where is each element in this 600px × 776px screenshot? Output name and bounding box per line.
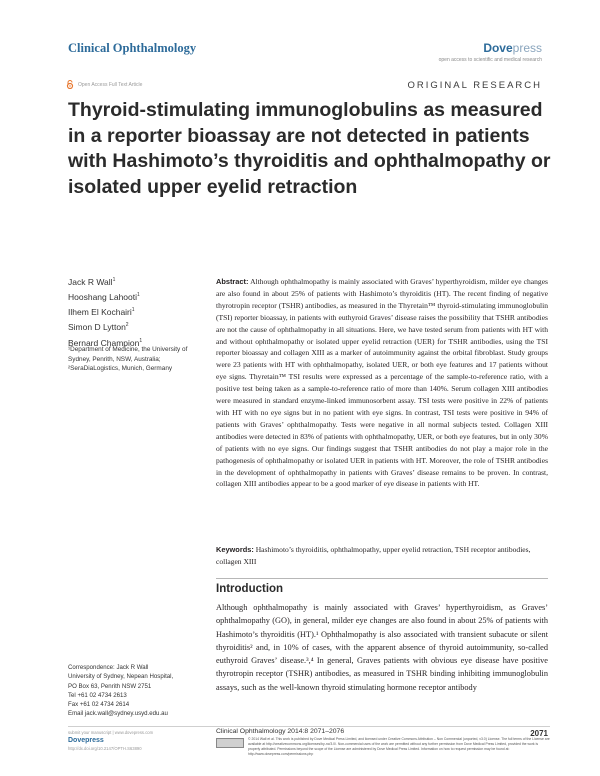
abstract-divider — [216, 578, 548, 579]
journal-citation: Clinical Ophthalmology 2014:8 2071–2076 — [216, 728, 345, 735]
creative-commons-icon[interactable] — [216, 738, 244, 748]
affiliations: ¹Department of Medicine, the University of Sydney, Penrith, NSW, Australia; ²SeraDiaLogistics, Munich, Germany — [68, 346, 188, 373]
dovepress-logo[interactable] — [483, 41, 542, 55]
correspondence-line: University of Sydney, Nepean Hospital, — [68, 673, 174, 681]
keywords-label: Keywords: — [216, 545, 254, 554]
doi-link[interactable]: http://dx.doi.org/10.2147/OPTH.S63890 — [68, 746, 142, 751]
brand-light: press — [512, 41, 542, 55]
introduction-heading: Introduction — [216, 583, 284, 595]
brand-bold: Dove — [483, 41, 513, 55]
footer-dovepress-logo[interactable]: Dovepress — [68, 737, 104, 744]
correspondence-line: Tel +61 02 4734 2613 — [68, 691, 127, 699]
article-type: ORIGINAL RESEARCH — [407, 80, 542, 91]
correspondence-line: Correspondence: Jack R Wall — [68, 664, 149, 671]
author: Ilhem El Kochairi$^1$ — [68, 307, 135, 318]
author: Bernard Champion$^1$ — [68, 337, 143, 348]
article-title: Thyroid-stimulating immunoglobulins as measured in a reporter bioassay are not detected in patients with Hashimoto’s thyroiditis and ophthalmopathy or isolated upper eyelid retraction — [68, 99, 551, 198]
correspondence — [68, 663, 208, 719]
page-number: 2071 — [530, 729, 548, 738]
open-access-label — [66, 80, 142, 89]
open-access-text: Open Access Full Text Article — [78, 81, 143, 88]
correspondence-email[interactable]: Email jack.wall@sydney.usyd.edu.au — [68, 710, 168, 718]
author: Simon D Lytton$^2$ — [68, 322, 129, 333]
license-text: © 2014 Wall et al. This work is published by Dove Medical Press Limited, and licensed under Creative Commons Attribution – Non Commercial (unported, v3.0) License. The full terms of the License are available at http://creativecommons.org/licenses/by-nc/3.0/. Non-commercial uses of the work are permitted without any further permission from Dove Medical Press Limited, provided the work is properly attributed. Permissions beyond the scope of the License are administered by Dove Medical Press Limited. Information on how to request permission may be found at: http://www.dovepress.com/permissions.php — [248, 737, 550, 756]
correspondence-line: Fax +61 02 4734 2614 — [68, 701, 130, 709]
submit-manuscript-link[interactable]: submit your manuscript | www.dovepress.com — [68, 730, 154, 735]
author: Hooshang Lahooti$^1$ — [68, 291, 140, 302]
footer-divider — [68, 726, 550, 727]
abstract — [216, 276, 548, 490]
introduction-text: Although ophthalmopathy is mainly associated with Graves’ hyperthyroidism, as Graves’ ophthalmopathy (GO), in general, milder eye changes are also found in about 25% of patients with Hashimoto’s thyroiditis (HT).¹ Ophthalmopathy is also associated with transient subacute or silent thyroiditis² and, in 10% of cases, with the apparent absence of thyroid autoimmunity, so-called euthyroid Graves’ disease.³,⁴ In general, Graves patients with obvious eye disease have positive thyrotropin receptor (TSHR) antibodies, as measured in TSHR binding inhibiting immunoglobulin assays, such as the well-known thyroid stimulating hormone receptor antibody — [216, 603, 548, 692]
publisher-tagline: open access to scientific and medical research — [438, 57, 542, 63]
keywords-text: Hashimoto’s thyroiditis, ophthalmopathy, upper eyelid retraction, TSH receptor antibodies, collagen XIII — [216, 545, 531, 566]
correspondence-line: PO Box 63, Penrith NSW 2751 — [68, 682, 152, 690]
author: Jack R Wall$^1$ — [68, 276, 116, 287]
author-list — [68, 274, 142, 350]
abstract-text: Although ophthalmopathy is mainly associated with Graves’ hyperthyroidism, milder eye changes are also found in about 25% of patients with Hashimoto’s thyroiditis (HT). The recent finding of negative thyrotropin receptor (TSHR) antibodies, as measured in the Thyretain™ thyroid-stimulating immunoglobulin (TSI) reporter bioassay, in patients with euthyroid Graves’ disease raises the possibility that TSHR antibodies are not the cause of ophthalmopathy in all situations. Here, we have tested serum from patients with HT with and without ophthalmopathy or isolated upper eyelid retraction (UER) for TSHR antibodies, using the TSI reporter bioassay and collagen XIII as a marker of autoimmunity against the orbital fibroblast. Study groups were 23 patients with HT with ophthalmopathy, isolated UER, or both eye features and 17 patients without eye signs. Thyretain™ TSI results were expressed as a percentage of the sample-to-reference ratio, with a positive test being taken as a sample-to-reference ratio of more than 140%. Serum collagen XIII antibodies were measured in standard enzyme-linked immunosorbent assay. TSI tests were positive in 22% of patients with HT with no eye signs but in no patient with eye signs. In contrast, TSI tests were positive in 94% of patients with Graves’ ophthalmopathy. Tests were negative in all normal subjects tested. Collagen XIII antibodies were detected in 83% of patients with ophthalmopathy, UER, or both eye features, but in only 30% of patients with no eye signs. Our findings suggest that TSHR antibodies do not play a major role in the pathogenesis of ophthalmopathy or isolated UER in patients with HT. Moreover, the role of TSHR antibodies in the development of ophthalmopathy in patients with Graves’ disease remains to be proven. In contrast, collagen XIII antibodies appear to be a good marker of eye disease in patients with HT. — [216, 277, 548, 489]
abstract-label: Abstract: — [216, 277, 249, 286]
open-access-lock-icon — [66, 80, 74, 89]
journal-name: Clinical Ophthalmology — [68, 41, 197, 55]
keywords — [216, 544, 548, 568]
